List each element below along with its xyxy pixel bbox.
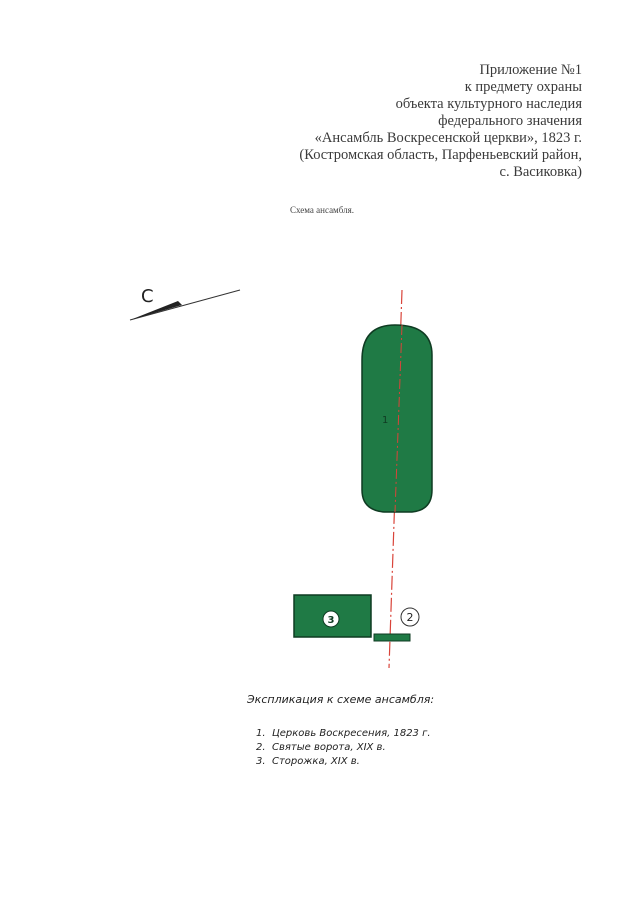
holy-gates [374, 608, 419, 641]
church-label: 1 [382, 415, 389, 426]
list-item-text: Святые ворота, XIX в. [272, 742, 386, 753]
list-item-number: 1. [256, 728, 266, 739]
header-line: Приложение №1 [479, 62, 582, 78]
list-item [256, 741, 431, 755]
north-label: С [141, 286, 154, 307]
explication-title: Экспликация к схеме ансамбля: [247, 693, 435, 706]
header-line: федерального значения [438, 113, 582, 129]
header-line: с. Васиковка) [499, 164, 582, 180]
church-building [362, 325, 432, 512]
header-line: к предмету охраны [464, 79, 582, 95]
explication-list [256, 727, 431, 769]
list-item [256, 755, 431, 769]
header-line: (Костромская область, Парфеньевский район, [299, 147, 582, 163]
list-item [256, 727, 431, 741]
list-item-text: Сторожка, XIX в. [272, 756, 360, 767]
north-arrow-icon [130, 286, 240, 320]
gatehouse-label: 3 [327, 615, 335, 626]
header-line: объекта культурного наследия [395, 96, 582, 112]
gatehouse-building [294, 595, 371, 637]
list-item-text: Церковь Воскресения, 1823 г. [272, 728, 431, 739]
list-item-number: 2. [256, 742, 266, 753]
scheme-caption: Схема ансамбля. [290, 205, 354, 215]
holy-gates-label: 2 [406, 611, 414, 624]
list-item-number: 3. [256, 756, 266, 767]
header-line: «Ансамбль Воскресенской церкви», 1823 г. [314, 130, 582, 146]
